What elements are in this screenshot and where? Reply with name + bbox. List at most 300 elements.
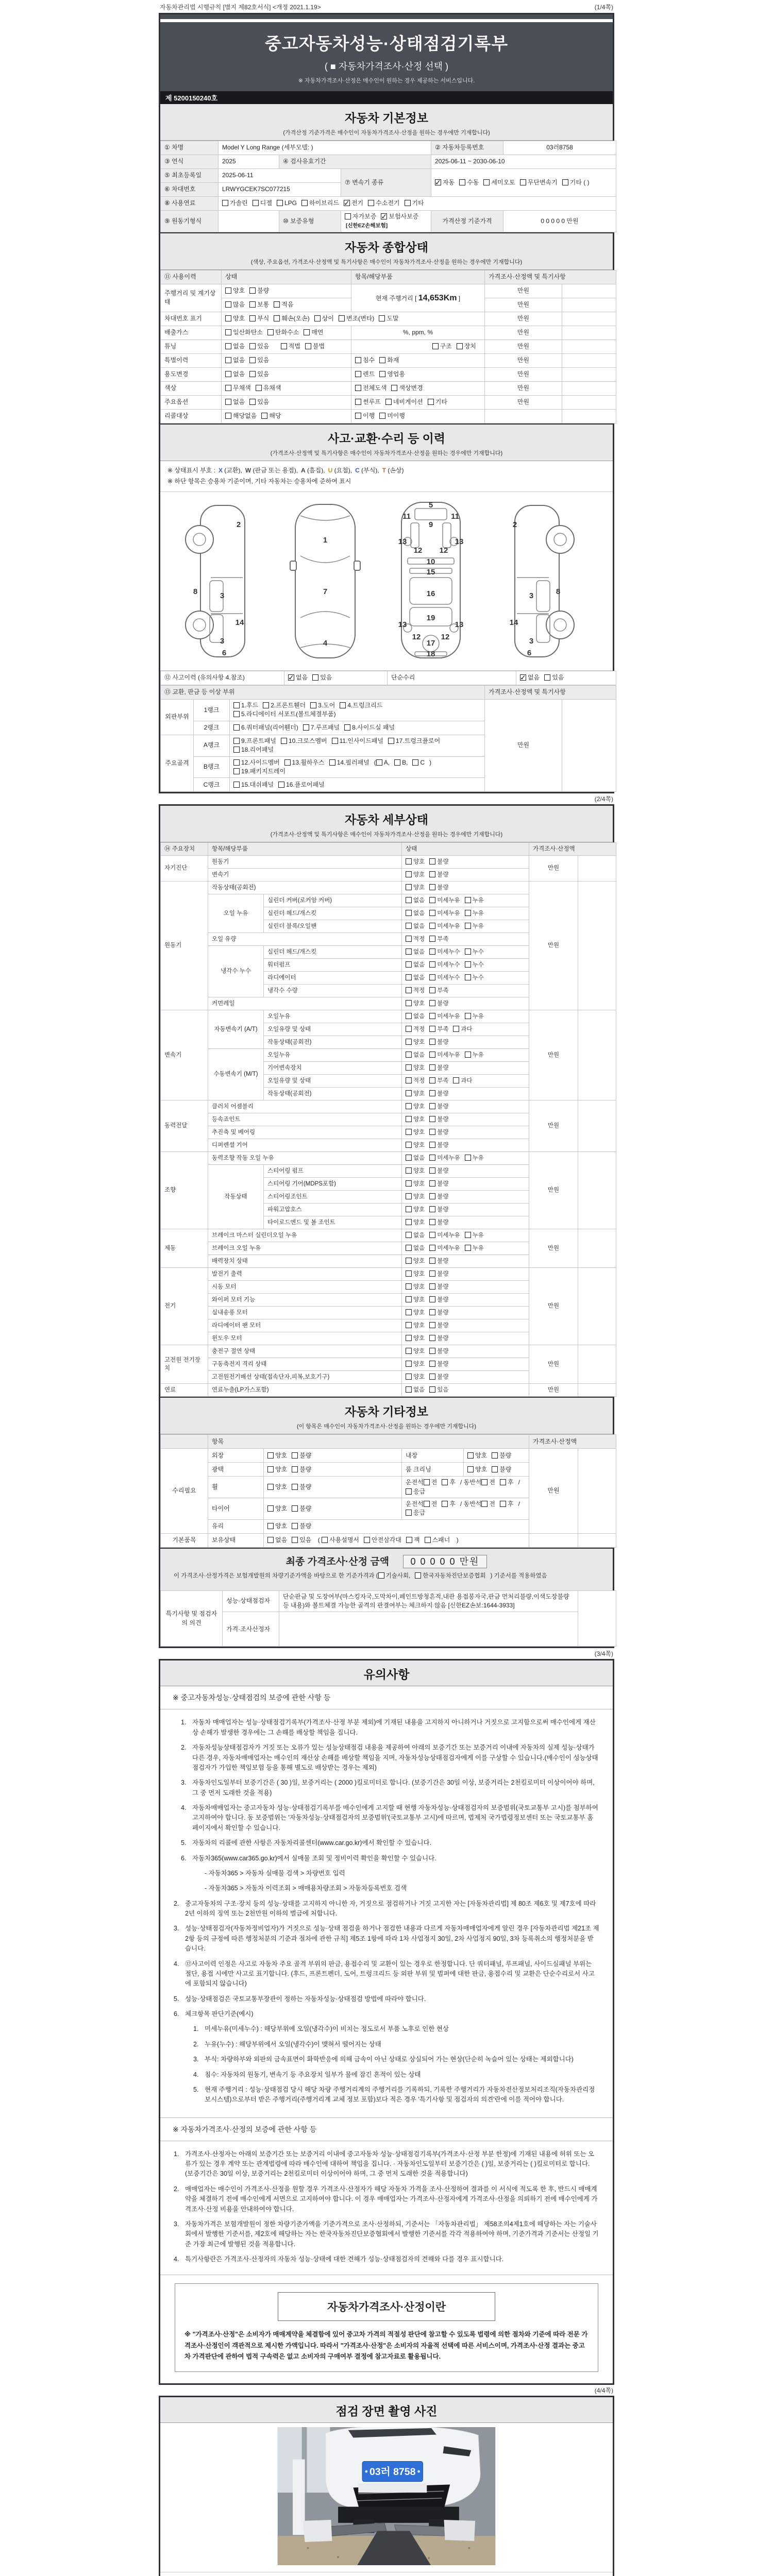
- checkbox-6.쿼터패널(리어휀더)[interactable]: [233, 723, 298, 732]
- checkbox-사용설명서[interactable]: [322, 1536, 359, 1545]
- checkbox-기타[interactable]: [405, 199, 424, 208]
- checkbox-label: 양호: [413, 1296, 425, 1303]
- checkbox-19.패키지트레이[interactable]: [233, 767, 285, 776]
- header-strip: [160, 14, 613, 19]
- checkbox-부식[interactable]: [249, 314, 269, 323]
- checkbox-label: 미세누유: [437, 1052, 460, 1058]
- checkbox-box: [465, 1155, 471, 1161]
- checkbox-label: 해당: [269, 412, 281, 420]
- checkbox-양호[interactable]: [406, 1141, 425, 1150]
- checkbox-양호[interactable]: [406, 858, 425, 867]
- page-4: [159, 2396, 614, 2576]
- checkbox-5.라디에이터 서포트(볼트체결부품)[interactable]: [233, 710, 336, 719]
- note-number: 2.: [174, 1900, 179, 1907]
- checkbox-없음[interactable]: [406, 1231, 425, 1240]
- checkbox-11.인사이드패널[interactable]: [332, 737, 383, 745]
- checkbox-label: 없음: [233, 370, 245, 378]
- checkbox-7.루프패널[interactable]: [303, 723, 340, 732]
- checkbox-불량[interactable]: [429, 871, 448, 879]
- checkbox-양호[interactable]: [406, 1373, 425, 1382]
- checkbox-미세누유[interactable]: [429, 909, 460, 918]
- checkbox-box: [429, 1013, 435, 1019]
- checkbox-도말[interactable]: [379, 314, 398, 323]
- checkbox-없음[interactable]: [406, 1012, 425, 1021]
- checkbox-기타[interactable]: [428, 398, 447, 406]
- checkbox-양호[interactable]: [406, 1038, 425, 1047]
- checkbox-후[interactable]: [500, 1500, 514, 1509]
- checkbox-적정[interactable]: [406, 1077, 425, 1086]
- checkbox-box: [225, 329, 231, 335]
- checkbox-양호[interactable]: [406, 1115, 425, 1124]
- checkbox-양호[interactable]: [406, 1128, 425, 1137]
- checkbox-양호[interactable]: [467, 1465, 487, 1474]
- checkbox-있음[interactable]: [429, 1386, 448, 1395]
- checkbox-누유[interactable]: [465, 1051, 484, 1060]
- photos-title-text: 점검 장면 촬영 사진: [335, 2404, 438, 2418]
- checkbox-불량[interactable]: [429, 1103, 448, 1111]
- checkbox-변조(변타)[interactable]: [339, 314, 374, 323]
- checkbox-양호[interactable]: [406, 1321, 425, 1330]
- notes-list-2: [160, 2141, 613, 2276]
- checkbox-3.도어[interactable]: [310, 701, 335, 710]
- checkbox-누수[interactable]: [465, 974, 484, 982]
- checkbox-label: 양호: [413, 1270, 425, 1277]
- checkbox-label: 전: [431, 1500, 438, 1508]
- checkbox-없음[interactable]: [406, 961, 425, 970]
- checkbox-box: [465, 974, 471, 980]
- checkbox-불량[interactable]: [429, 1283, 448, 1292]
- cell-text: ): [455, 1536, 459, 1544]
- checkbox-이행[interactable]: [355, 412, 375, 420]
- checkbox-화재[interactable]: [379, 356, 399, 365]
- checkbox-없음[interactable]: [406, 896, 425, 905]
- checkbox-B,[interactable]: [394, 758, 408, 767]
- checkbox-자가보증[interactable]: [345, 212, 376, 221]
- checkbox-무단변속기[interactable]: [520, 178, 558, 187]
- checkbox-양호[interactable]: [406, 1193, 425, 1201]
- checkbox-box: [406, 1206, 412, 1212]
- checkbox-불량[interactable]: [429, 1206, 448, 1214]
- checkbox-양호[interactable]: [406, 884, 425, 892]
- checkbox-과다[interactable]: [453, 1077, 472, 1086]
- checkbox-box: [292, 1484, 298, 1490]
- checkbox-box: [406, 1219, 412, 1225]
- checkbox-없음[interactable]: [406, 1386, 425, 1395]
- checkbox-없음[interactable]: [406, 909, 425, 918]
- checkbox-label: 양호: [413, 1167, 425, 1174]
- checkbox-해당없음[interactable]: [225, 412, 257, 420]
- checkbox-미세누유[interactable]: [429, 896, 460, 905]
- checkbox-불량[interactable]: [429, 1090, 448, 1098]
- table-cell: 실린더 커버(로커암 커버): [264, 894, 402, 907]
- checkbox-불량[interactable]: [292, 1483, 311, 1492]
- checkbox-수동[interactable]: [459, 178, 479, 187]
- table-cell: [351, 395, 485, 409]
- checkbox-양호[interactable]: [406, 1257, 425, 1266]
- checkbox-없음[interactable]: [225, 342, 245, 351]
- checkbox-label: 미세누유: [437, 910, 460, 917]
- note-text: 특기사항란은 가격조사·산정자의 자동차 성능·상태에 대한 견해가 성능·상태점검자의 견해와 다를 경우 표시합니다.: [185, 2256, 504, 2263]
- checkbox-불량[interactable]: [429, 1296, 448, 1304]
- checkbox-없음[interactable]: [520, 673, 540, 682]
- checkbox-box: [442, 1479, 448, 1485]
- legend-label: (부식),: [359, 466, 379, 474]
- checkbox-불량[interactable]: [429, 1347, 448, 1356]
- checkbox-10.크로스멤버[interactable]: [281, 737, 327, 745]
- checkbox-네비게이션[interactable]: [385, 398, 423, 406]
- checkbox-양호[interactable]: [406, 1090, 425, 1098]
- checkbox-있음[interactable]: [544, 673, 564, 682]
- checkbox-불량[interactable]: [429, 1334, 448, 1343]
- note-item: [193, 2070, 599, 2080]
- checkbox-전[interactable]: [424, 1478, 438, 1487]
- checkbox-box: [261, 413, 267, 419]
- checkbox-없음[interactable]: [406, 974, 425, 982]
- table-cell: [402, 933, 529, 946]
- checkbox-전[interactable]: [481, 1478, 495, 1487]
- checkbox-box: [429, 1348, 435, 1354]
- checkbox-불량[interactable]: [292, 1522, 311, 1531]
- checkbox-양호[interactable]: [406, 1180, 425, 1189]
- checkbox-없음[interactable]: [406, 1154, 425, 1163]
- checkbox-전[interactable]: [481, 1500, 495, 1509]
- checkbox-누유[interactable]: [465, 922, 484, 931]
- checkbox-후[interactable]: [500, 1478, 514, 1487]
- checkbox-label: 양호: [275, 1522, 288, 1530]
- checkbox-부족[interactable]: [429, 1025, 448, 1034]
- checkbox-하이브리드[interactable]: [301, 199, 339, 208]
- checkbox-양호[interactable]: [406, 1270, 425, 1279]
- checkbox-14.필러패널[interactable]: [329, 758, 369, 767]
- checkbox-1.후드[interactable]: [233, 701, 258, 710]
- checkbox-C[interactable]: [412, 758, 425, 767]
- checkbox-A,[interactable]: [376, 758, 390, 767]
- checkbox-양호[interactable]: [406, 1347, 425, 1356]
- checkbox-누유[interactable]: [465, 909, 484, 918]
- checkbox-없음[interactable]: [225, 370, 245, 379]
- checkbox-불량[interactable]: [429, 1270, 448, 1279]
- checkbox-17.트렁크플로어[interactable]: [388, 737, 440, 745]
- pricing-definition-body: ※ "가격조사·산정"은 소비자가 매매계약을 체결함에 있어 중고차 가격의 적절성 판단에 참고할 수 있도록 법령에 의한 절차와 기준에 따라 전문 가격조사·산정인이 객관적으로 제시한 가액입니다. 따라서 "가격조사·산정"은 소비자의 자율적 선택에 따른 서비스이며, 가격조사·산정 결과는 중고차 가격판단에 관하여 법적 구속력은 없고 소비자의 구매여부 결정에 참고자료로 활용됩니다.: [184, 2331, 588, 2360]
- checkbox-label: 전: [489, 1479, 496, 1486]
- checkbox-16.플로어패널[interactable]: [278, 781, 325, 789]
- table-cell: [578, 1345, 616, 1384]
- checkbox-누유[interactable]: [465, 1244, 484, 1253]
- table-cell: [284, 671, 388, 685]
- table-cell: [578, 1590, 616, 1647]
- checkbox-4.트렁크리드[interactable]: [340, 701, 382, 710]
- checkbox-불량[interactable]: [429, 1115, 448, 1124]
- checkbox-label: 전: [431, 1479, 438, 1486]
- checkbox-2.프론트휀더[interactable]: [263, 701, 306, 710]
- checkbox-box: [292, 1537, 298, 1543]
- checkbox-없음[interactable]: [225, 398, 245, 406]
- checkbox-장치[interactable]: [457, 342, 476, 351]
- checkbox-자동[interactable]: [435, 178, 455, 187]
- checkbox-양호[interactable]: [406, 1167, 425, 1176]
- checkbox-양호[interactable]: [267, 1504, 287, 1513]
- final-price-box: [160, 1548, 613, 1590]
- checkbox-적정[interactable]: [406, 1025, 425, 1034]
- table-cell: [402, 1204, 529, 1216]
- checkbox-양호[interactable]: [406, 1218, 425, 1227]
- checkbox-후[interactable]: [442, 1478, 456, 1487]
- checkbox-미세누수[interactable]: [429, 948, 460, 957]
- checkbox-없음[interactable]: [267, 1536, 287, 1545]
- checkbox-양호[interactable]: [406, 1064, 425, 1073]
- checkbox-9.프론트패널[interactable]: [233, 737, 276, 745]
- checkbox-label: 무채색: [233, 384, 251, 392]
- checkbox-label: 없음: [413, 1386, 425, 1393]
- checkbox-한국자동차진단보증협회[interactable]: [415, 1572, 485, 1581]
- checkbox-누유[interactable]: [465, 896, 484, 905]
- table-cell: [402, 1477, 529, 1498]
- checkbox-13.휠하우스[interactable]: [284, 758, 325, 767]
- diagram-number-3: 3: [529, 591, 534, 600]
- checkbox-누유[interactable]: [465, 1154, 484, 1163]
- checkbox-없음[interactable]: [406, 1244, 425, 1253]
- table-cell: [402, 1498, 529, 1520]
- checkbox-불량[interactable]: [292, 1451, 311, 1460]
- checkbox-불량[interactable]: [429, 1128, 448, 1137]
- checkbox-미세누유[interactable]: [429, 1231, 460, 1240]
- checkbox-label: 누유: [472, 1245, 484, 1251]
- checkbox-가솔린[interactable]: [222, 199, 248, 208]
- checkbox-미세누유[interactable]: [429, 1244, 460, 1253]
- checkbox-부족[interactable]: [429, 987, 448, 995]
- checkbox-불량[interactable]: [429, 1257, 448, 1266]
- checkbox-box: [429, 936, 435, 942]
- checkbox-box: [429, 884, 435, 890]
- note-text: 자동차365(www.car365.go.kr)에서 실매물 조회 및 정비이력 확인을 확인할 수 있습니다.: [192, 1854, 436, 1862]
- checkbox-label: 8.사이드실 패널: [352, 724, 395, 732]
- checkbox-불량[interactable]: [429, 1167, 448, 1176]
- checkbox-box: [429, 1180, 435, 1187]
- checkbox-해당[interactable]: [261, 412, 281, 420]
- checkbox-미이행[interactable]: [379, 412, 405, 420]
- checkbox-양호[interactable]: [267, 1465, 287, 1474]
- checkbox-많음[interactable]: [225, 300, 245, 309]
- checkbox-보험사보증[interactable]: [381, 212, 418, 221]
- checkbox-안전삼각대[interactable]: [364, 1536, 401, 1545]
- checkbox-있음[interactable]: [249, 370, 269, 379]
- checkbox-무채색[interactable]: [225, 384, 251, 393]
- checkbox-있음[interactable]: [249, 398, 269, 406]
- table-cell: ⑭ 주요장치: [161, 843, 208, 856]
- checkbox-label: 적정: [413, 987, 425, 994]
- checkbox-양호[interactable]: [225, 286, 245, 295]
- checkbox-색상변경[interactable]: [391, 384, 423, 393]
- inspection-photo-front: [160, 2423, 613, 2572]
- checkbox-label: 11.인사이드패널: [339, 737, 383, 744]
- checkbox-box: [292, 1523, 298, 1529]
- checkbox-불량[interactable]: [429, 1309, 448, 1317]
- checkbox-불량[interactable]: [429, 884, 448, 892]
- checkbox-label: 18.리어패널: [241, 746, 274, 754]
- note-item: [174, 1924, 599, 1954]
- checkbox-불량[interactable]: [292, 1504, 311, 1513]
- checkbox-응급[interactable]: [406, 1487, 425, 1496]
- checkbox-적정[interactable]: [406, 987, 425, 995]
- note-item: [174, 1994, 599, 2004]
- checkbox-양호[interactable]: [406, 1309, 425, 1317]
- checkbox-없음[interactable]: [406, 1051, 425, 1060]
- checkbox-LPG[interactable]: [277, 199, 297, 208]
- checkbox-12.사이드멤버[interactable]: [233, 758, 280, 767]
- checkbox-불량[interactable]: [292, 1465, 311, 1474]
- checkbox-미세누유[interactable]: [429, 1051, 460, 1060]
- checkbox-수소전기[interactable]: [368, 199, 399, 208]
- checkbox-과다[interactable]: [453, 1025, 472, 1034]
- checkbox-불량[interactable]: [492, 1465, 511, 1474]
- checkbox-label: 없음: [413, 923, 425, 929]
- checkbox-불량[interactable]: [429, 858, 448, 867]
- checkbox-label: 부식: [257, 315, 270, 323]
- table-cell: 만원: [529, 856, 578, 882]
- table-cell: 룸 크리닝: [402, 1463, 464, 1477]
- checkbox-렌트[interactable]: [355, 370, 375, 379]
- checkbox-있음[interactable]: [249, 356, 269, 365]
- checkbox-누수[interactable]: [465, 948, 484, 957]
- checkbox-유채색[interactable]: [256, 384, 281, 393]
- checkbox-전체도색[interactable]: [355, 384, 386, 393]
- checkbox-잭[interactable]: [406, 1536, 420, 1545]
- checkbox-없음[interactable]: [288, 673, 308, 682]
- checkbox-box: [249, 287, 256, 294]
- checkbox-적음[interactable]: [274, 300, 293, 309]
- checkbox-양호[interactable]: [406, 871, 425, 879]
- checkbox-양호[interactable]: [406, 1296, 425, 1304]
- checkbox-label: 16.플로어패널: [286, 781, 325, 788]
- checkbox-label: 없음: [413, 1052, 425, 1058]
- table-cell: [578, 1100, 616, 1152]
- checkbox-일산화탄소[interactable]: [225, 328, 263, 337]
- checkbox-전[interactable]: [424, 1500, 438, 1509]
- checkbox-label: 9.프론트패널: [241, 737, 276, 744]
- checkbox-응급[interactable]: [406, 1509, 425, 1517]
- checkbox-불량[interactable]: [429, 1038, 448, 1047]
- checkbox-미세누유[interactable]: [429, 1012, 460, 1021]
- checkbox-불량[interactable]: [429, 1180, 448, 1189]
- checkbox-없음[interactable]: [406, 922, 425, 931]
- checkbox-불량[interactable]: [429, 1360, 448, 1369]
- note-item: [193, 2040, 599, 2049]
- checkbox-불량[interactable]: [249, 286, 269, 295]
- checkbox-불량[interactable]: [429, 1321, 448, 1330]
- final-price-note: [174, 1572, 599, 1581]
- checkbox-양호[interactable]: [406, 1103, 425, 1111]
- checkbox-양호[interactable]: [406, 1334, 425, 1343]
- checkbox-불량[interactable]: [429, 1141, 448, 1150]
- checkbox-불량[interactable]: [429, 1064, 448, 1073]
- checkbox-구조[interactable]: [432, 342, 452, 351]
- checkbox-양호[interactable]: [467, 1451, 487, 1460]
- checkbox-양호[interactable]: [406, 1206, 425, 1214]
- table-cell: 오일누유: [264, 1049, 402, 1062]
- checkbox-상이[interactable]: [314, 314, 334, 323]
- checkbox-불량[interactable]: [429, 1218, 448, 1227]
- checkbox-없음[interactable]: [406, 948, 425, 957]
- checkbox-썬루프[interactable]: [355, 398, 381, 406]
- checkbox-양호[interactable]: [267, 1483, 287, 1492]
- checkbox-있음[interactable]: [312, 673, 332, 682]
- checkbox-label: 있음: [552, 674, 564, 682]
- checkbox-전기[interactable]: [344, 199, 363, 208]
- checkbox-침수[interactable]: [355, 356, 375, 365]
- checkbox-양호[interactable]: [406, 999, 425, 1008]
- table-cell: 색상: [161, 381, 222, 395]
- checkbox-label: 15.대쉬패널: [241, 781, 274, 788]
- checkbox-불량[interactable]: [429, 1373, 448, 1382]
- checkbox-label: 2.프론트휀더: [271, 701, 306, 709]
- checkbox-부족[interactable]: [429, 935, 448, 944]
- note-number: 4.: [174, 1960, 179, 1968]
- checkbox-누유[interactable]: [465, 1231, 484, 1240]
- cell-text: [신한EZ손해보험]: [346, 223, 388, 229]
- checkbox-기타 ( )[interactable]: [562, 178, 590, 187]
- checkbox-box: [249, 343, 256, 349]
- checkbox-미세누유[interactable]: [429, 1154, 460, 1163]
- checkbox-영업용[interactable]: [379, 370, 405, 379]
- checkbox-누유[interactable]: [465, 1012, 484, 1021]
- checkbox-적정[interactable]: [406, 935, 425, 944]
- checkbox-미세누수[interactable]: [429, 961, 460, 970]
- checkbox-스패너[interactable]: [425, 1536, 450, 1545]
- checkbox-양호[interactable]: [406, 1360, 425, 1369]
- checkbox-누수[interactable]: [465, 961, 484, 970]
- checkbox-후[interactable]: [442, 1500, 456, 1509]
- checkbox-불량[interactable]: [492, 1451, 511, 1460]
- checkbox-불량[interactable]: [429, 999, 448, 1008]
- checkbox-box: [233, 759, 240, 766]
- checkbox-label: 불량: [437, 1206, 449, 1213]
- checkbox-적법[interactable]: [281, 342, 300, 351]
- basic-title-text: 자동차 기본정보: [345, 111, 428, 125]
- table-cell: 시동 모터: [208, 1281, 402, 1294]
- checkbox-label: 불량: [299, 1522, 312, 1530]
- checkbox-양호[interactable]: [267, 1451, 287, 1460]
- checkbox-훼손(오손)[interactable]: [274, 314, 309, 323]
- checkbox-미세누수[interactable]: [429, 974, 460, 982]
- checkbox-15.대쉬패널[interactable]: [233, 781, 274, 789]
- checkbox-box: [267, 1523, 274, 1529]
- checkbox-보통[interactable]: [249, 300, 269, 309]
- checkbox-불법[interactable]: [305, 342, 325, 351]
- table-cell: [578, 1449, 616, 1534]
- cell-text: 운전석: [406, 1479, 424, 1486]
- checkbox-없음[interactable]: [225, 356, 245, 365]
- checkbox-기술사회[interactable]: [378, 1572, 411, 1581]
- table-cell: [230, 778, 485, 792]
- checkbox-8.사이드실 패널[interactable]: [344, 723, 395, 732]
- checkbox-양호[interactable]: [225, 314, 245, 323]
- checkbox-탄화수소[interactable]: [267, 328, 299, 337]
- notes-list-1: [160, 1709, 613, 2117]
- checkbox-양호[interactable]: [267, 1522, 287, 1531]
- checkbox-box: [225, 413, 231, 419]
- checkbox-디젤[interactable]: [253, 199, 272, 208]
- checkbox-세미오토[interactable]: [483, 178, 515, 187]
- note-number: 4.: [181, 1804, 187, 1812]
- checkbox-18.리어패널[interactable]: [233, 745, 274, 754]
- checkbox-불량[interactable]: [429, 1193, 448, 1201]
- checkbox-부족[interactable]: [429, 1077, 448, 1086]
- checkbox-양호[interactable]: [406, 1283, 425, 1292]
- checkbox-있음[interactable]: [292, 1536, 311, 1545]
- checkbox-있음[interactable]: [249, 342, 269, 351]
- checkbox-매연[interactable]: [304, 328, 323, 337]
- checkbox-미세누유[interactable]: [429, 922, 460, 931]
